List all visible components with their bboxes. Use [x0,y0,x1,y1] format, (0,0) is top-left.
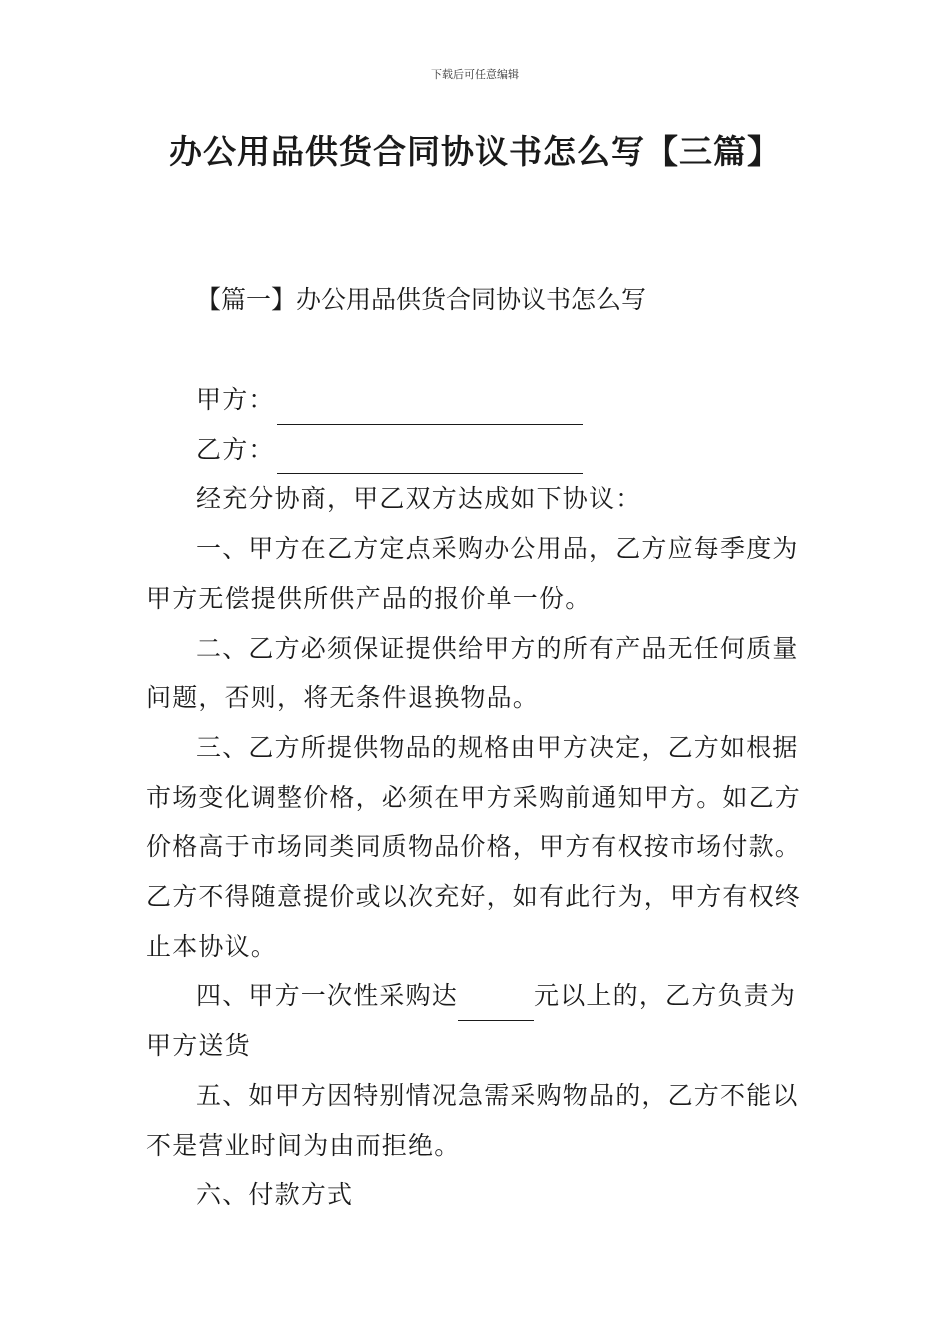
header-note: 下载后可任意编辑 [431,68,519,81]
clause-1: 一、甲方在乙方定点采购办公用品，乙方应每季度为甲方无偿提供所供产品的报价单一份。 [146,534,799,613]
clause-4 [146,971,810,1070]
document-body [146,375,810,1220]
clause-4-amount-blank [458,988,534,1021]
clause-4-text-after: 元以上的，乙方负责为甲方送货 [146,981,797,1061]
clause-4-text-before: 四、甲方一次性采购达 [196,981,459,1011]
party-b-line [146,425,810,475]
clause-2: 二、乙方必须保证提供给甲方的所有产品无任何质量问题，否则，将无条件退换物品。 [146,633,799,713]
party-a-label: 甲方： [196,385,275,414]
party-a-line [146,375,810,425]
clause-5: 五、如甲方因特别情况急需采购物品的，乙方不能以不是营业时间为由而拒绝。 [146,1080,799,1160]
party-b-label: 乙方： [196,434,275,464]
document-title: 办公用品供货合同协议书怎么写【三篇】 [169,132,781,171]
intro-paragraph: 经充分协商，甲乙双方达成如下协议： [196,484,642,514]
section-heading: 【篇一】办公用品供货合同协议书怎么写 [196,285,647,314]
clause-3: 三、乙方所提供物品的规格由甲方决定，乙方如根据市场变化调整价格，必须在甲方采购前通知甲方。如乙方价格高于市场同类同质物品价格，甲方有权按市场付款。乙方不得随意提价或以次充好，如有此行为，甲方有权终止本协议。 [146,732,802,961]
party-a-blank [277,392,583,425]
party-b-blank [277,441,583,474]
clause-6: 六、付款方式 [196,1180,354,1210]
